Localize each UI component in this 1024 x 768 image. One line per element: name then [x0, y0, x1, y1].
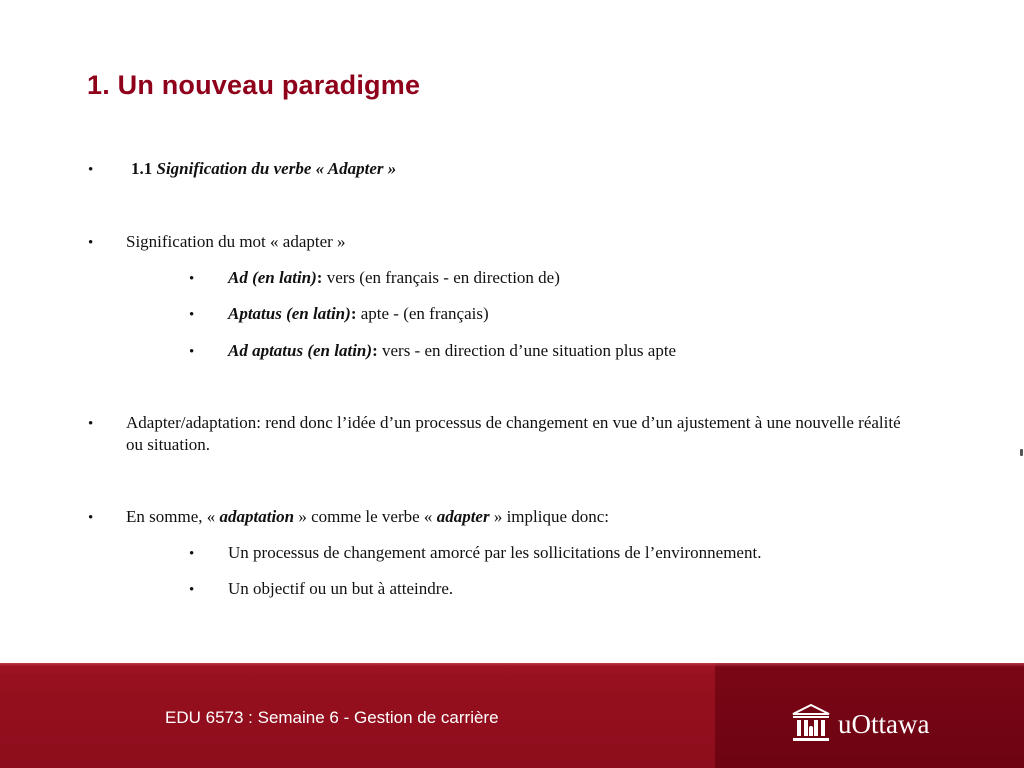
bullet: • [88, 510, 94, 526]
bullet: • [189, 271, 195, 287]
edge-mark [1020, 449, 1023, 456]
section-label: Signification du verbe « Adapter » [156, 159, 397, 178]
bullet: • [189, 582, 195, 598]
meaning-definition: apte - (en français) [356, 304, 489, 323]
summary-item: Un processus de changement amorcé par les sollicitations de l’environnement. [228, 543, 762, 562]
bullet: • [88, 235, 94, 251]
bullet: • [189, 307, 195, 323]
meaning-item: Ad aptatus (en latin): vers - en direction d’une situation plus apte [228, 341, 677, 360]
footer-course-title: EDU 6573 : Semaine 6 - Gestion de carrière [165, 708, 499, 727]
bullet: • [189, 546, 195, 562]
university-building-icon [792, 704, 830, 744]
slide-title: 1. Un nouveau paradigme [87, 70, 421, 100]
bullet: • [88, 416, 94, 432]
section-heading [131, 158, 396, 180]
bullet: • [88, 162, 94, 178]
meaning-item: Aptatus (en latin): apte - (en français) [228, 304, 489, 323]
summary-item: Un objectif ou un but à atteindre. [228, 579, 454, 598]
meaning-term: Aptatus (en latin) [228, 304, 351, 323]
summary-text: En somme, « adaptation » comme le verbe « adapter » implique donc: [126, 507, 610, 526]
summary-emphasis: adapter [436, 507, 490, 526]
meaning-definition: vers - en direction d’une situation plus apte [377, 341, 677, 360]
adaptation-text: Adapter/adaptation: rend donc l’idée d’un processus de changement en vue d’un ajustement à une nouvelle réalité ou situation. [126, 413, 901, 454]
section-number: 1.1 [131, 159, 153, 178]
summary-emphasis: adaptation [219, 507, 295, 526]
bullet: • [189, 344, 195, 360]
meaning-term: Ad (en latin) [228, 268, 317, 287]
meaning-item: Ad (en latin): vers (en français - en direction de) [228, 268, 560, 287]
meaning-text: Signification du mot « adapter » [126, 232, 346, 251]
uottawa-logo-text: uOttawa [838, 709, 930, 739]
meaning-definition: vers (en français - en direction de) [322, 268, 560, 287]
meaning-term: Ad aptatus (en latin) [228, 341, 373, 360]
